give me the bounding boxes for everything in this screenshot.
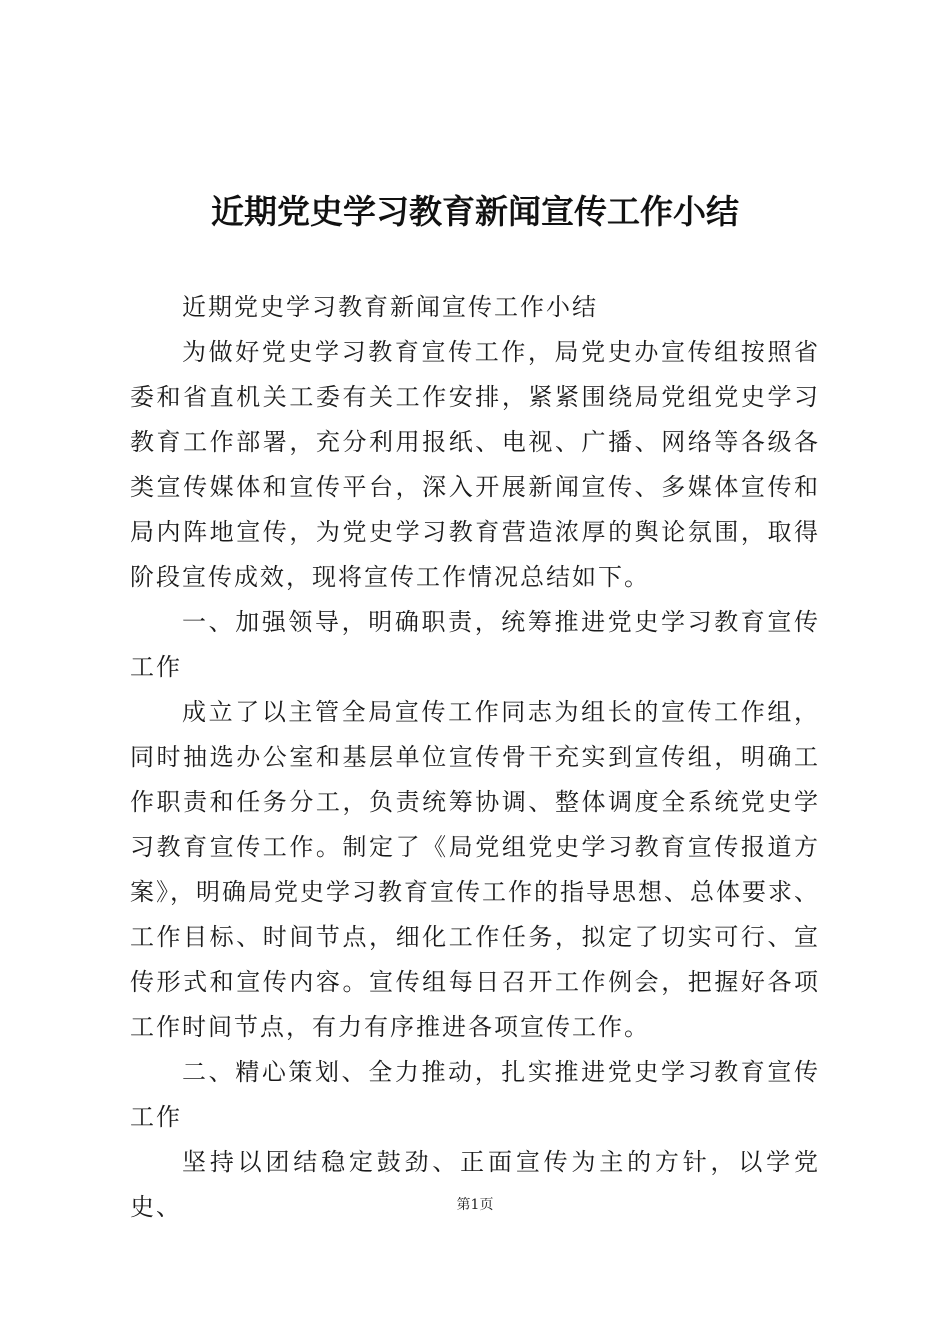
document-title: 近期党史学习教育新闻宣传工作小结 [211, 192, 739, 231]
section-heading-2: 二、精心策划、全力推动，扎实推进党史学习教育宣传工作 [130, 1058, 820, 1131]
paragraph-intro: 为做好党史学习教育宣传工作，局党史办宣传组按照省委和省直机关工委有关工作安排，紧紧围绕局党组党史学习教育工作部署，充分利用报纸、电视、广播、网络等各级各类宣传媒体和宣传平台，深入开展新闻宣传、多媒体宣传和局内阵地宣传，为党史学习教育营造浓厚的舆论氛围，取得阶段宣传成效，现将宣传工作情况总结如下。 [130, 338, 820, 591]
document-body [130, 285, 820, 1230]
paragraph-subtitle: 近期党史学习教育新闻宣传工作小结 [182, 293, 598, 321]
paragraph-section-2: 坚持以团结稳定鼓劲、正面宣传为主的方针，以学党史、 [130, 1148, 820, 1221]
page-number: 第1页 [456, 1197, 494, 1213]
paragraph-section-1: 成立了以主管全局宣传工作同志为组长的宣传工作组，同时抽选办公室和基层单位宣传骨干充实到宣传组，明确工作职责和任务分工，负责统筹协调、整体调度全系统党史学习教育宣传工作。制定了《局党组党史学习教育宣传报道方案》，明确局党史学习教育宣传工作的指导思想、总体要求、工作目标、时间节点，细化工作任务，拟定了切实可行、宣传形式和宣传内容。宣传组每日召开工作例会，把握好各项工作时间节点，有力有序推进各项宣传工作。 [130, 698, 820, 1041]
section-heading-1: 一、加强领导，明确职责，统筹推进党史学习教育宣传工作 [130, 608, 820, 681]
